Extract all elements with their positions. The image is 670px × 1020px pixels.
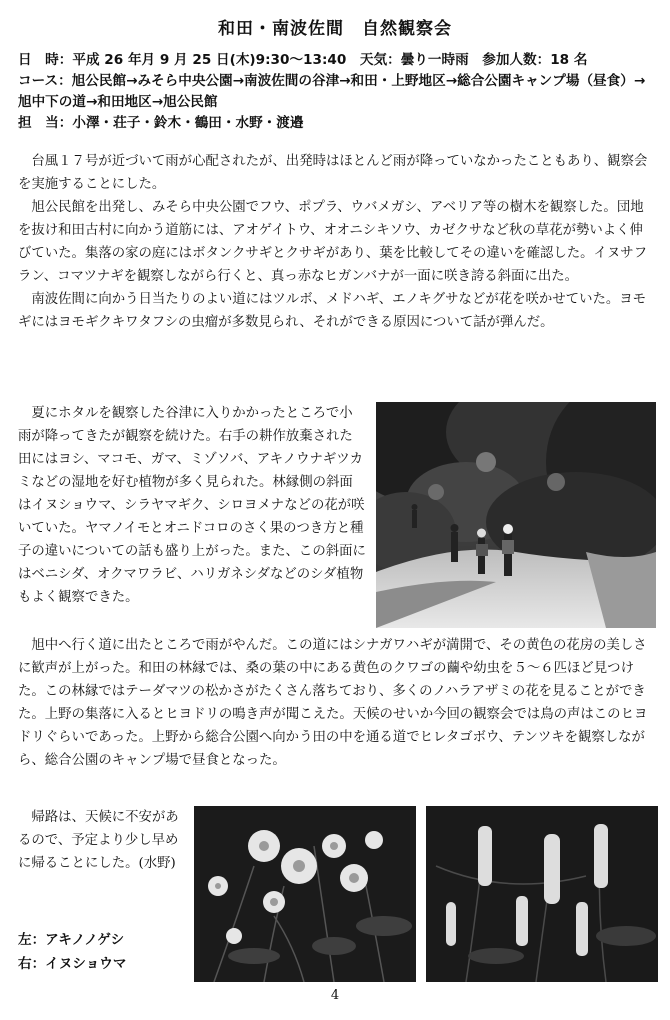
caption-right: 右：イヌショウマ bbox=[18, 956, 127, 972]
paragraph: 台風１７号が近づいて雨が心配されたが、出発時はほとんど雨が降っていなかったこともあり、観察会を実施することにした。 bbox=[18, 154, 648, 192]
paragraph: 帰路は、天候に不安があるので、予定より少し早めに帰ることにした。(水野) bbox=[18, 810, 179, 871]
body-with-photo bbox=[18, 402, 366, 609]
inushouma-image bbox=[426, 806, 658, 982]
forest-path-image bbox=[376, 402, 656, 628]
date-value: 平成 26 年月 9 月 25 日(木)9:30～13:40 天気：曇り一時雨 参加人数：18 名 bbox=[72, 52, 588, 68]
paragraph: 旭公民館を出発し、みそら中央公園でフウ、ポプラ、ウバメガシ、アベリア等の樹木を観察した。団地を抜け和田古村に向かう道筋には、アオゲイトウ、オオニシキソウ、カゼクサなど秋の草花が勢いよく伸びていた。集落の家の庭にはボタンクサギとクサギがあり、葉を比較してその違いを確認した。イヌサフラン、コマツナギを観察しながら行くと、真っ赤なヒガンバナが一面に咲き誇る斜面に出た。 bbox=[18, 200, 648, 284]
date-label: 日 時： bbox=[18, 52, 73, 68]
page-title: 和田・南波佐間 自然観察会 bbox=[218, 19, 452, 39]
caption-left: 左：アキノノゲシ bbox=[18, 932, 125, 948]
akinonogeshi-image bbox=[194, 806, 416, 982]
page-number: 4 bbox=[330, 988, 340, 1003]
date-line bbox=[18, 50, 658, 71]
body-end bbox=[18, 806, 188, 875]
photo-akinonogeshi bbox=[194, 806, 416, 982]
staff-value: 小澤・荘子・鈴木・鶴田・水野・渡邉 bbox=[72, 115, 304, 131]
course-line bbox=[18, 71, 658, 113]
course-value: 旭公民館→みそら中央公園→南波佐間の谷津→和田・上野地区→総合公園キャンプ場（昼食）→旭中下の道→和田地区→旭公民館 bbox=[18, 73, 646, 110]
course-label: コース： bbox=[18, 73, 72, 89]
paragraph: 旭中へ行く道に出たところで雨がやんだ。この道にはシナガワハギが満開で、その黄色の花房の美しさに歓声が上がった。和田の林縁では、桑の葉の中にある黄色のクワゴの繭や幼虫を５～６匹ほど見つけた。この林縁ではテーダマツの松かさがたくさん落ちており、多くのノハラアザミの花を見ることができた。上野の集落に入るとヒヨドリの鳴き声が聞こえた。天候のせいか今回の観察会では鳥の声はこのヒヨドリぐらいであった。上野から総合公園へ向かう田の中を通る道でヒレタゴボウ、テンツキを観察しながら、総合公園のキャンプ場で昼食となった。 bbox=[18, 638, 648, 768]
paragraph: 夏にホタルを観察した谷津に入りかかったところで小雨が降ってきたが観察を続けた。右手の耕作放棄された田にはヨシ、マコモ、ガマ、ミゾソバ、アキノウナギツカミなどの湿地を好む植物が多く見られた。林縁側の斜面はイヌショウマ、シラヤマギク、シロヨメナなどの花が咲いていた。ヤマノイモとオニドコロのさく果のつき方と種子の違いについての話も盛り上がった。また、この斜面にはベニシダ、オクマワラビ、ハリガネシダなどのシダ植物もよく観察できた。 bbox=[18, 406, 366, 605]
staff-line bbox=[18, 113, 658, 134]
body-mid bbox=[18, 634, 654, 772]
body-top bbox=[18, 150, 654, 334]
staff-label: 担 当： bbox=[18, 115, 73, 131]
photo-forest-path bbox=[376, 402, 656, 628]
photo-inushouma bbox=[426, 806, 658, 982]
paragraph: 南波佐間に向かう日当たりのよい道にはツルボ、メドハギ、エノキグサなどが花を咲かせていた。ヨモギにはヨモギクキワタフシの虫瘤が多数見られ、それができる原因について話が弾んだ。 bbox=[18, 292, 647, 330]
